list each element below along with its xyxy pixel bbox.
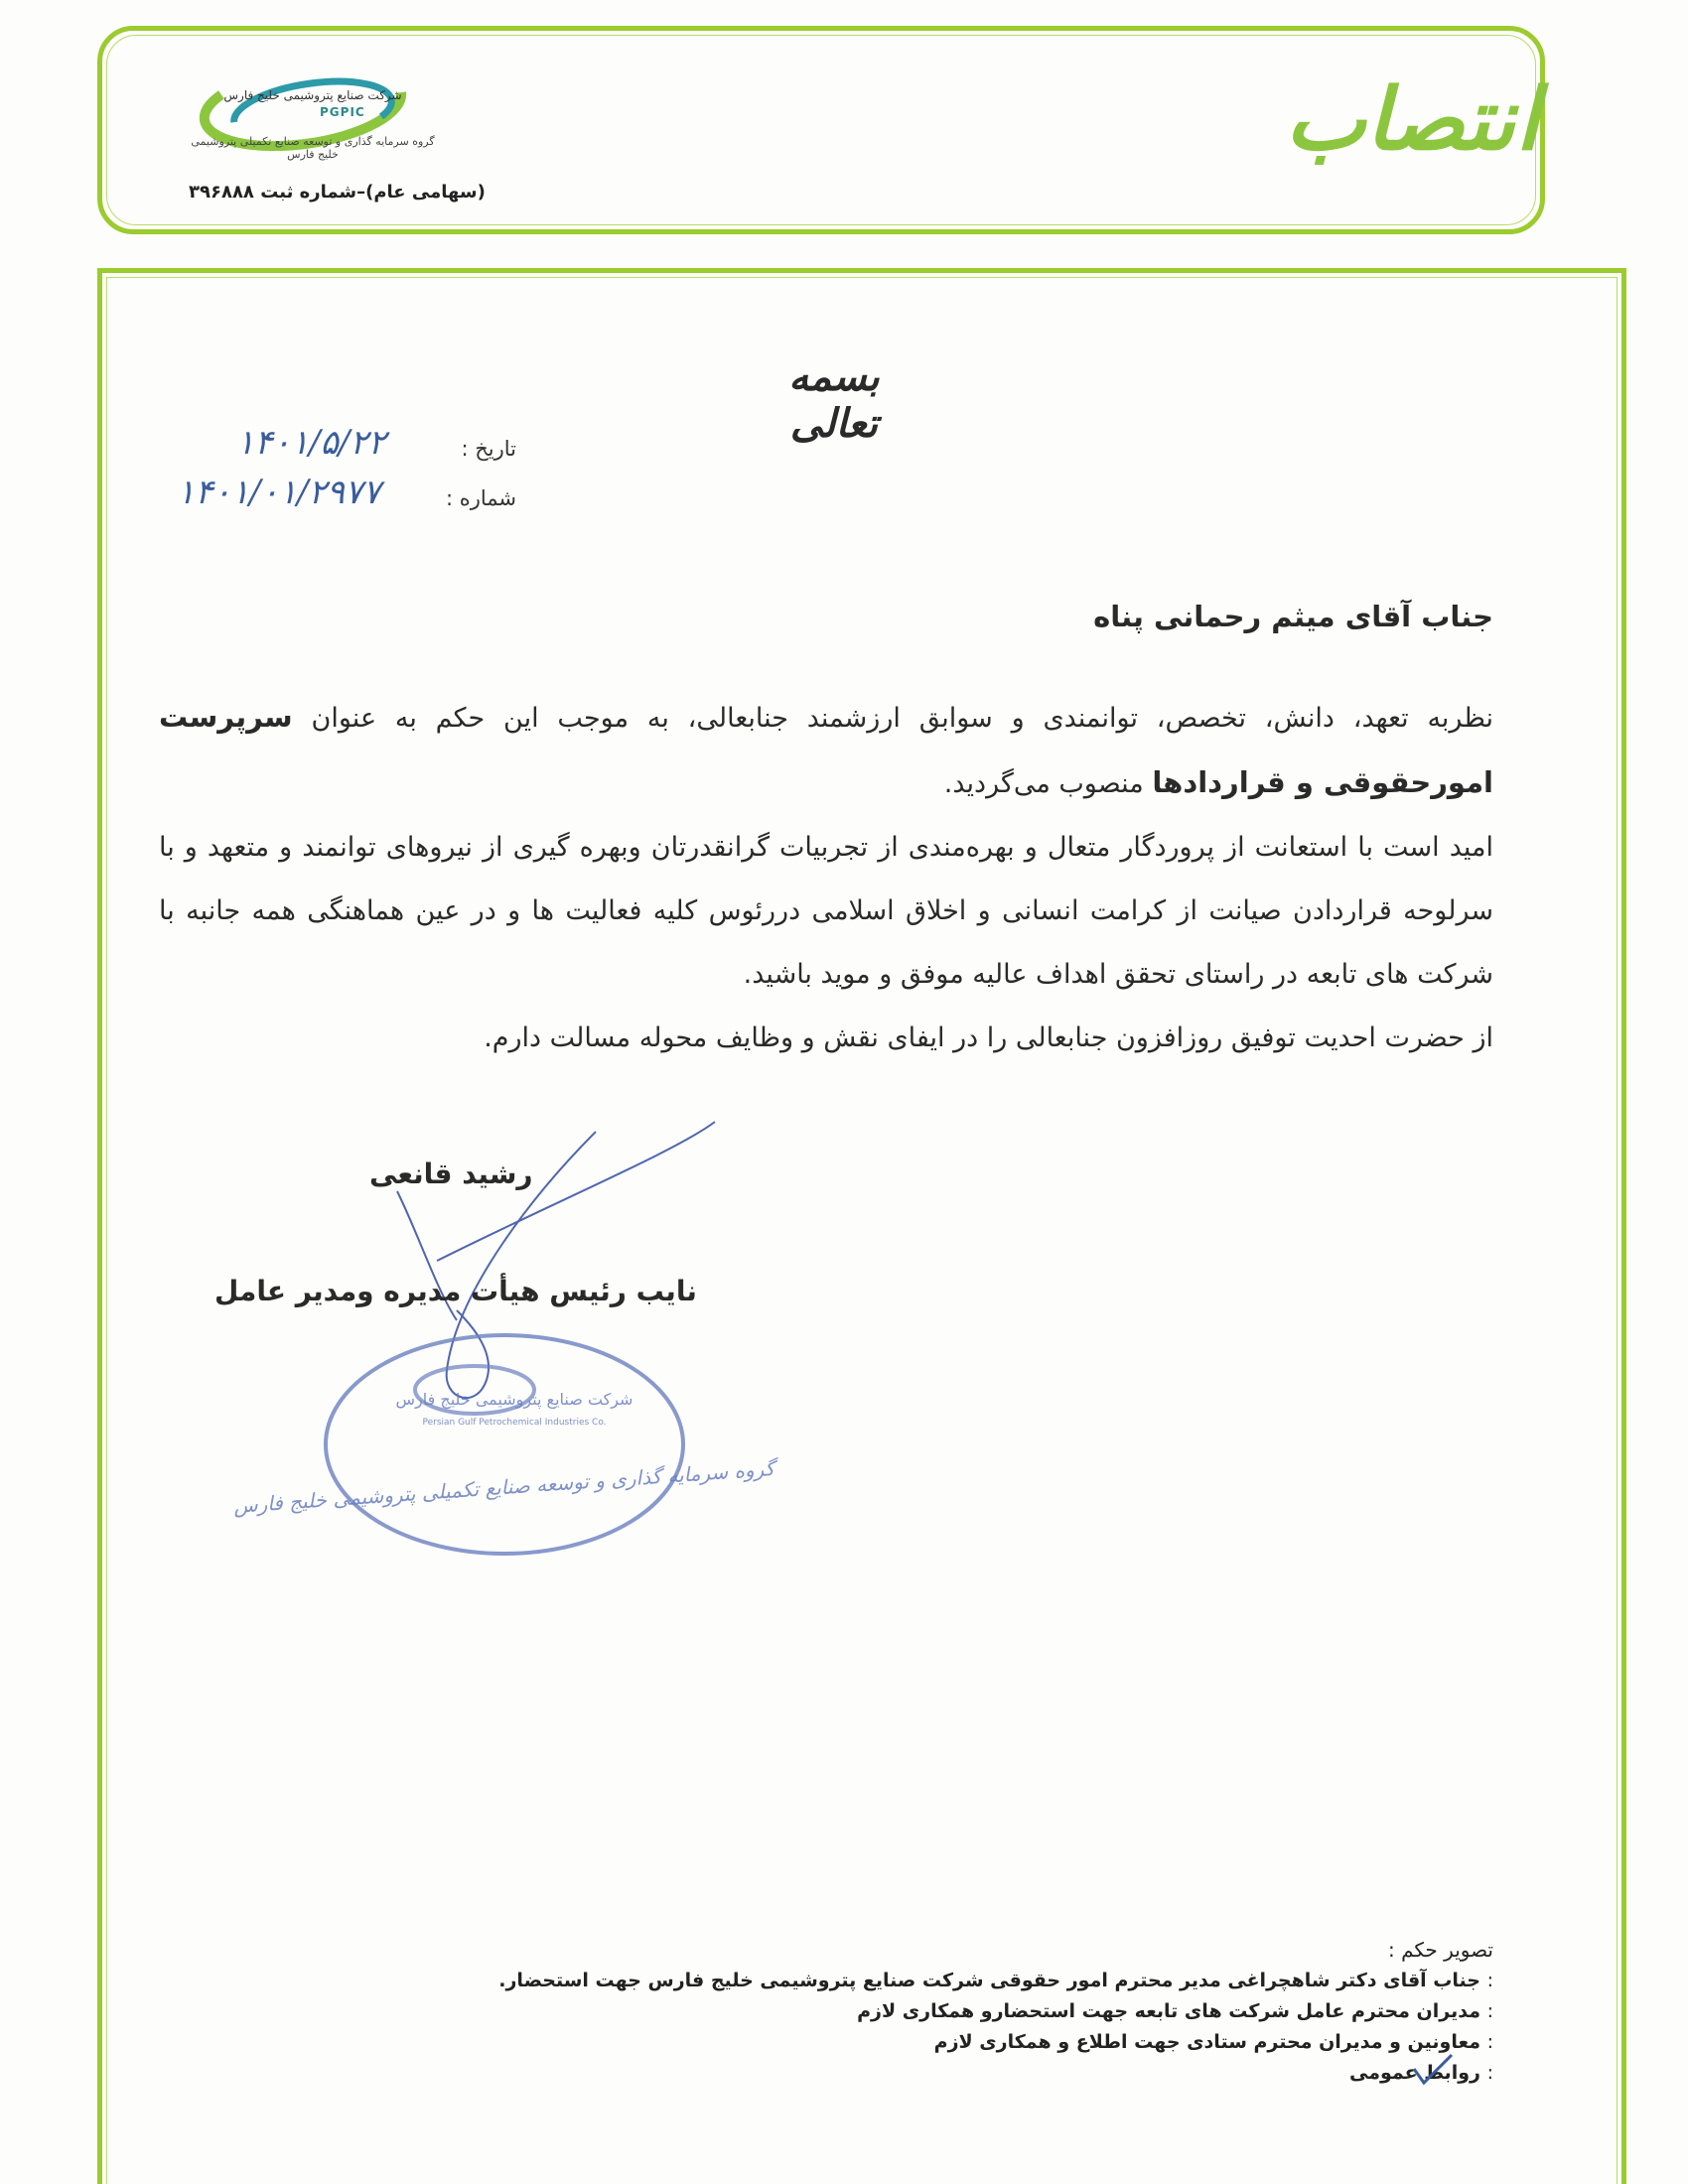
cc-item-text: مدیران محترم عامل شرکت های تابعه جهت استحضارو همکاری لازم	[857, 2000, 1480, 2022]
cc-item	[498, 2058, 1493, 2089]
cc-block	[498, 1938, 1493, 2089]
letter-body	[159, 685, 1493, 1070]
cc-bullet: :	[1486, 2062, 1493, 2084]
body-frame	[97, 268, 1626, 2184]
paragraph-wishes: امید است با استعانت از پروردگار متعال و بهره‌مندی از تجربیات گرانقدرتان وبهره گیری از نیروهای توانمند و متعهد و با سرلوحه قراردادن صیانت از کرامت انسانی و اخلاق اسلامی دررئوس کلیه فعالیت ها و در عین هماهنگی همه جانبه با شرکت های تابعه در راستای تحقق اهداف عالیه موفق و موید باشید.	[159, 832, 1493, 990]
cc-item-text: روابط عمومی	[1348, 2062, 1480, 2084]
paragraph-appointment	[159, 685, 1493, 816]
logo-abbreviation: PGPIC	[320, 105, 365, 119]
svg-text:Persian Gulf Petrochemical Ind: Persian Gulf Petrochemical Industries Co.	[422, 1418, 607, 1428]
svg-text:شرکت صنایع پتروشیمی خلیج فارس: شرکت صنایع پتروشیمی خلیج فارس	[223, 88, 402, 102]
date-label: تاریخ :	[461, 437, 516, 461]
cc-bullet: :	[1486, 2031, 1493, 2053]
signer-title: نایب رئیس هیأت مدیره ومدیر عامل	[214, 1275, 697, 1307]
checkmark-icon	[1412, 2053, 1454, 2087]
paragraph-closing: از حضرت احدیت توفیق روزافزون جنابعالی را در ایفای نقش و وظایف محوله مسالت دارم.	[484, 1023, 1493, 1053]
paragraph-appointment-end: منصوب می‌گردید.	[943, 768, 1153, 799]
registration-number: (سهامی عام)–شماره ثبت ۳۹۶۸۸۸	[189, 182, 486, 203]
recipient: جناب آقای میثم رحمانی پناه	[1093, 600, 1493, 633]
cc-item	[498, 2027, 1493, 2058]
paragraph-appointment-start: نظربه تعهد، دانش، تخصص، توانمندی و سوابق ارزشمند جنابعالی، به موجب این حکم به عنوان	[292, 703, 1493, 734]
basmala: بسمه تعالی	[788, 353, 880, 447]
cc-item-text: معاونین و مدیران محترم ستادی جهت اطلاع و همکاری لازم	[933, 2031, 1480, 2053]
date-value: ۱۴۰۱/۵/۲۲	[236, 423, 386, 463]
cc-item	[498, 1966, 1493, 1996]
logo-tagline: گروه سرمایه گذاری و توسعه صنایع تکمیلی پتروشیمی خلیج فارس	[191, 135, 435, 161]
number-value: ۱۴۰۱/۰۱/۲۹۷۷	[177, 473, 381, 512]
cc-bullet: :	[1486, 2000, 1493, 2022]
signer-name: رشید قانعی	[369, 1158, 533, 1190]
company-stamp	[232, 1320, 775, 1569]
position-title: سرپرست امورحقوقی و قراردادها	[159, 700, 1493, 799]
number-label: شماره :	[445, 486, 516, 510]
svg-text:شرکت صنایع پتروشیمی خلیج فارس: شرکت صنایع پتروشیمی خلیج فارس	[395, 1390, 633, 1409]
cc-bullet: :	[1486, 1970, 1493, 1991]
header-title: انتصاب	[1285, 69, 1539, 170]
svg-text:گروه سرمایه گذاری و توسعه صنای: گروه سرمایه گذاری و توسعه صنایع تکمیلی پتروشیمی خلیج فارس	[232, 1455, 775, 1519]
cc-item	[498, 1996, 1493, 2027]
cc-item-text: جناب آقای دکتر شاهچراغی مدیر محترم امور حقوقی شرکت صنایع پتروشیمی خلیج فارس جهت استحضار.	[498, 1970, 1480, 1991]
cc-title: تصویر حکم :	[1387, 1938, 1493, 1962]
